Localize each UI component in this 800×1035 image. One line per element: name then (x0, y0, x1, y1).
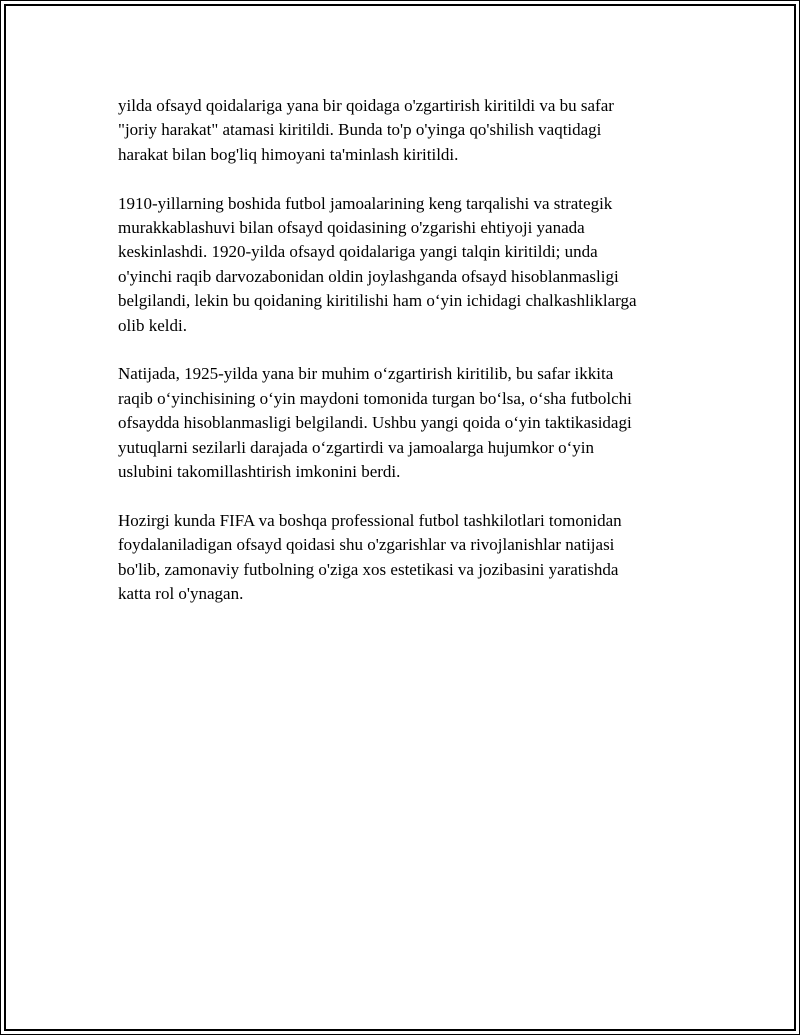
document-body (118, 94, 684, 631)
paragraph-3: Natijada, 1925-yilda yana bir muhim o‘zgartirish kiritilib, bu safar ikkita raqib o‘yinchisining o‘yin maydoni tomonida turgan bo‘lsa, o‘sha futbolchi ofsaydda hisoblanmasligi belgilandi. Ushbu yangi qoida o‘yin taktikasidagi yutuqlarni sezilarli darajada o‘zgartirdi va jamoalarga hujumkor o‘yin uslubini takomillashtirish imkonini berdi. (118, 364, 632, 482)
paragraph-1: yilda ofsayd qoidalariga yana bir qoidaga o'zgartirish kiritildi va bu safar "joriy harakat" atamasi kiritildi. Bunda to'p o'yinga qo'shilish vaqtidagi harakat bilan bog'liq himoyani ta'minlash kiritildi. (118, 96, 614, 164)
paragraph-2: 1910-yillarning boshida futbol jamoalarining keng tarqalishi va strategik murakkablashuvi bilan ofsayd qoidasining o'zgarishi ehtiyoji yanada keskinlashdi. 1920-yilda ofsayd qoidalariga yangi talqin kiritildi; unda o'yinchi raqib darvozabonidan oldin joylashganda ofsayd hisoblanmasligi belgilandi, lekin bu qoidaning kiritilishi ham o‘yin ichidagi chalkashliklarga olib keldi. (118, 193, 637, 335)
paragraph-4: Hozirgi kunda FIFA va boshqa professional futbol tashkilotlari tomonidan foydalaniladigan ofsayd qoidasi shu o'zgarishlar va rivojlanishlar natijasi bo'lib, zamonaviy futbolning o'ziga xos estetikasi va jozibasini yaratishda katta rol o'ynagan. (118, 510, 622, 604)
